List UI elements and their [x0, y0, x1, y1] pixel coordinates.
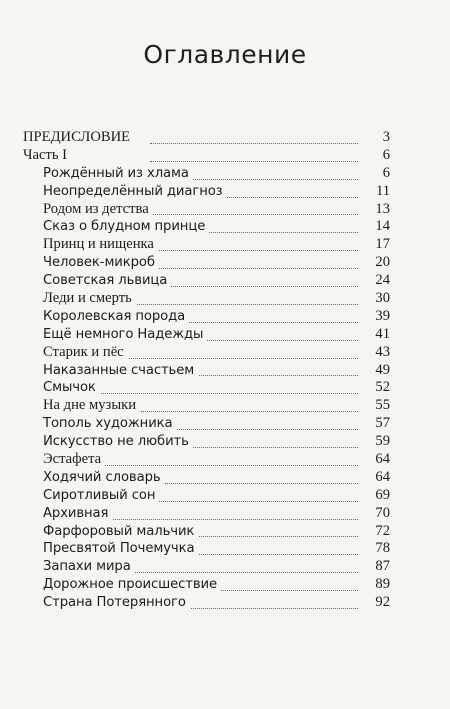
toc-entry-page-number: 70 — [371, 505, 390, 523]
toc-entry-title: Смычок — [43, 379, 100, 397]
toc-entry-title: Сказ о блудном принце — [43, 218, 209, 236]
toc-entry-page-number: 57 — [371, 415, 390, 433]
toc-entry-title: Рождённый из хлама — [43, 165, 193, 183]
toc-entry-page-number: 20 — [371, 254, 390, 272]
toc-entry-title: Фарфоровый мальчик — [43, 523, 198, 541]
toc-entry-page-number: 52 — [371, 379, 390, 397]
toc-entry-title: Часть I — [23, 147, 71, 165]
toc-entry-page-number: 14 — [371, 218, 390, 236]
toc-entry-page-number: 55 — [371, 397, 390, 415]
toc-entry-page-number: 64 — [371, 469, 390, 487]
toc-entry — [0, 183, 450, 201]
dot-leader — [150, 125, 358, 144]
toc-entry-page-number: 6 — [379, 165, 390, 183]
toc-entry-title: На дне музыки — [43, 397, 140, 415]
toc-entry-title: Старик и пёс — [43, 344, 128, 362]
toc-entry-page-number: 64 — [371, 451, 390, 469]
toc-entry-page-number: 3 — [379, 129, 390, 147]
toc-entry-page-number: 72 — [371, 523, 390, 541]
toc-entry-page-number: 89 — [371, 576, 390, 594]
toc-entry-page-number: 24 — [371, 272, 390, 290]
toc-entry-title: Искусство не любить — [43, 433, 193, 451]
toc-entry-title: Пресвятой Почемучка — [43, 540, 198, 558]
toc-entry-title: Тополь художника — [43, 415, 177, 433]
toc-entry-title: Сиротливый сон — [43, 487, 159, 505]
toc-entry-title: Неопределённый диагноз — [43, 183, 227, 201]
toc-entry-title: Леди и смерть — [43, 290, 136, 308]
dot-leader — [150, 143, 358, 162]
toc-entry-page-number: 69 — [371, 487, 390, 505]
toc-entry-page-number: 39 — [371, 308, 390, 326]
toc-entry-page-number: 59 — [371, 433, 390, 451]
toc-entry-title: Страна Потерянного — [43, 594, 190, 612]
toc-entry-title: Архивная — [43, 505, 112, 523]
toc-entry-page-number: 49 — [371, 362, 390, 380]
toc-entry-title: Королевская порода — [43, 308, 189, 326]
table-of-contents — [0, 129, 450, 612]
toc-entry-title: Советская львица — [43, 272, 171, 290]
toc-entry — [0, 594, 450, 612]
toc-entry-title: Наказанные счастьем — [43, 362, 198, 380]
toc-entry-page-number: 17 — [371, 236, 390, 254]
toc-entry-page-number: 13 — [371, 201, 390, 219]
toc-entry-page-number: 43 — [371, 344, 390, 362]
toc-entry-title: Родом из детства — [43, 201, 153, 219]
toc-entry-page-number: 11 — [372, 183, 390, 201]
toc-entry-page-number: 87 — [371, 558, 390, 576]
toc-entry-page-number: 78 — [371, 540, 390, 558]
page-title: Оглавление — [143, 40, 307, 69]
toc-entry-title: ПРЕДИСЛОВИЕ — [23, 129, 134, 147]
toc-entry-page-number: 30 — [371, 290, 390, 308]
toc-entry-title: Ещё немного Надежды — [43, 326, 207, 344]
toc-entry-title: Ходячий словарь — [43, 469, 165, 487]
toc-entry-title: Дорожное происшествие — [43, 576, 221, 594]
toc-entry-title: Эстафета — [43, 451, 105, 469]
toc-entry-title: Принц и нищенка — [43, 236, 158, 254]
toc-entry-title: Человек-микроб — [43, 254, 159, 272]
toc-entry-page-number: 41 — [371, 326, 390, 344]
toc-entry-page-number: 6 — [379, 147, 390, 165]
toc-entry-title: Запахи мира — [43, 558, 135, 576]
toc-entry-page-number: 92 — [371, 594, 390, 612]
